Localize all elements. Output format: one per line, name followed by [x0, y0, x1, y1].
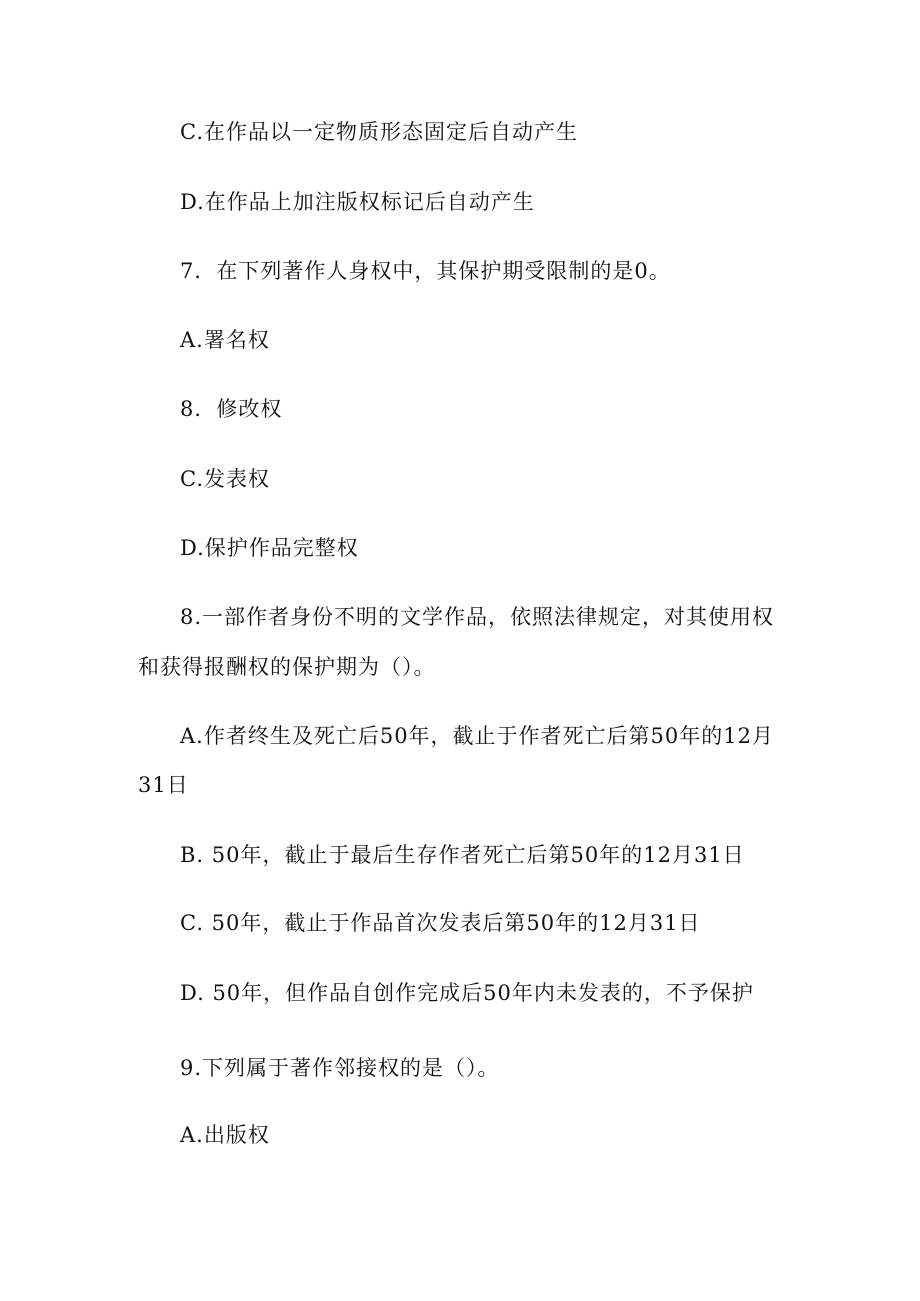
option-b-last-author: B. 50年，截止于最后生存作者死亡后第50年的12月31日 — [180, 843, 745, 867]
option-a-lifetime-line-2: 31日 — [138, 773, 189, 797]
option-c-fixed-form: C.在作品以一定物质形态固定后自动产生 — [180, 120, 578, 144]
option-c-publication-right: C.发表权 — [180, 467, 270, 491]
option-a-attribution-right: A.署名权 — [180, 328, 270, 352]
option-a-publishing-right: A.出版权 — [180, 1123, 270, 1147]
option-b-modification-right: 8．修改权 — [180, 397, 283, 421]
option-d-copyright-mark: D.在作品上加注版权标记后自动产生 — [180, 190, 535, 214]
question-9: 9.下列属于著作邻接权的是（）。 — [180, 1056, 500, 1080]
option-d-unpublished: D. 50年，但作品自创作完成后50年内未发表的，不予保护 — [180, 981, 754, 1005]
option-c-first-publication: C. 50年，截止于作品首次发表后第50年的12月31日 — [180, 911, 701, 935]
question-8-line-1: 8.一部作者身份不明的文学作品，依照法律规定，对其使用权 — [180, 605, 775, 629]
question-8-line-2: 和获得报酬权的保护期为（）。 — [138, 655, 436, 679]
option-a-lifetime-line-1: A.作者终生及死亡后50年，截止于作者死亡后第50年的12月 — [180, 724, 775, 748]
question-7: 7．在下列著作人身权中，其保护期受限制的是0。 — [180, 259, 671, 283]
option-d-integrity-right: D.保护作品完整权 — [180, 536, 359, 560]
